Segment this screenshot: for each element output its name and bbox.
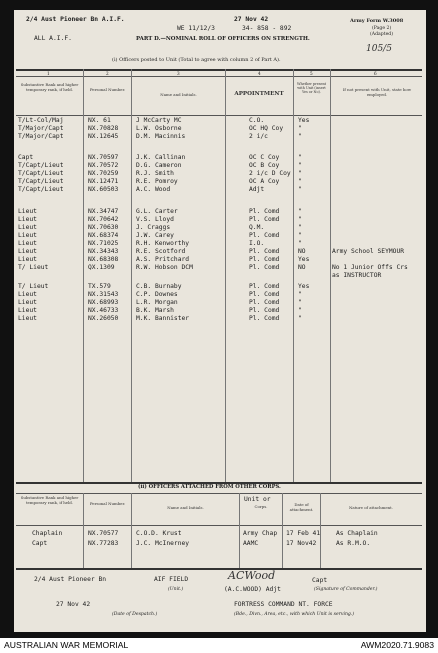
sig-aif-field: AIF FIELD	[154, 576, 189, 583]
attached-date: 17 Feb 41	[286, 530, 321, 537]
officer-rank: T/Capt/Lieut	[18, 186, 64, 193]
officer-rank: T/Capt/Lieut	[18, 170, 64, 177]
officer-name: R.W. Hobson DCM	[136, 264, 193, 271]
officer-row	[14, 299, 426, 306]
formation-caption: (Bde., Divn., Area, etc., with which Unit is serving.)	[234, 612, 355, 617]
officer-name: D.G. Cameron	[136, 162, 182, 169]
officer-appointment: I.O.	[249, 240, 265, 247]
officer-rank: T/Capt/Lieut	[18, 178, 64, 185]
col-header-appointment: APPOINTMENT	[234, 91, 284, 97]
officer-appointment: Pl. Comd	[249, 283, 280, 290]
officer-row	[14, 162, 426, 169]
officer-row	[14, 272, 426, 279]
attached-rank: Capt	[32, 540, 48, 547]
officer-name: J McCarty MC	[136, 117, 182, 124]
officer-notes: as INSTRUCTOR	[332, 272, 382, 279]
officer-appointment: Pl. Comd	[249, 307, 280, 314]
reference: WE 11/12/3	[177, 25, 215, 32]
sig-unit: 2/4 Aust Pioneer Bn	[34, 576, 107, 583]
handwritten-number: 105/5	[366, 44, 392, 54]
sig-rank: Capt	[312, 577, 328, 584]
officer-name: R.J. Smith	[136, 170, 174, 177]
despatch-caption: (Date of Despatch.)	[112, 612, 158, 617]
officer-rank: T/Capt/Lieut	[18, 162, 64, 169]
officer-name: V.S. Lloyd	[136, 216, 174, 223]
officer-number: NX.34343	[88, 248, 119, 255]
officer-appointment: Pl. Comd	[249, 315, 280, 322]
attached-name: J.C. McInerney	[136, 540, 190, 547]
officer-row	[14, 240, 426, 247]
unit-heading: 2/4 Aust Pioneer Bn A.I.F.	[26, 16, 125, 23]
officer-present: "	[298, 291, 302, 298]
officer-appointment: Pl. Comd	[249, 264, 280, 271]
officer-name: M.K. Bannister	[136, 315, 190, 322]
col-number-6: 6	[374, 71, 377, 76]
officer-row	[14, 216, 426, 223]
officer-appointment: Adjt	[249, 186, 265, 193]
officer-appointment: C.O.	[249, 117, 265, 124]
officer-row	[14, 248, 426, 255]
officer-name: R.E. Scotford	[136, 248, 186, 255]
col-number-1: 1	[47, 71, 50, 76]
attached-number: NX.70577	[88, 530, 119, 537]
table-top-rule	[16, 69, 422, 71]
section-two-title: (ii) OFFICERS ATTACHED FROM OTHER CORPS.	[138, 484, 281, 490]
signature: ACWood	[228, 569, 276, 582]
officer-present: Yes	[298, 256, 310, 263]
officer-row	[14, 208, 426, 215]
attached-number: NX.77283	[88, 540, 119, 547]
document-sheet	[14, 10, 426, 632]
section-one-title: (i) Officers posted to Unit (Total to agree with column 2 of Part A).	[112, 57, 281, 63]
officer-number: NX.70597	[88, 154, 119, 161]
officer-name: C.P. Downes	[136, 291, 178, 298]
officer-number: QX.1309	[88, 264, 115, 271]
officer-number: NX.70259	[88, 170, 119, 177]
officer-name: G.L. Carter	[136, 208, 178, 215]
part-title: PART D.—NOMINAL ROLL OF OFFICERS ON STRENGTH.	[136, 36, 310, 42]
col-number-2: 2	[106, 71, 109, 76]
officer-rank: T/ Lieut	[18, 264, 49, 271]
officer-row	[14, 117, 426, 124]
officer-rank: T/ Lieut	[18, 283, 49, 290]
officer-present: "	[298, 186, 302, 193]
col-header-notes: If not present with Unit, state how employed.	[342, 87, 412, 97]
officer-present: "	[298, 208, 302, 215]
despatch-date: 27 Nov 42	[56, 601, 91, 608]
officer-appointment: 2 i/c	[249, 133, 268, 140]
officer-present: Yes	[298, 117, 310, 124]
officer-name: J.W. Carey	[136, 232, 174, 239]
officer-row	[14, 315, 426, 322]
officer-appointment: Pl. Comd	[249, 291, 280, 298]
officer-row	[14, 291, 426, 298]
s2-header-unit: Unit or	[244, 496, 271, 503]
attached-unit: AAMC	[243, 540, 259, 547]
officer-name: J. Craggs	[136, 224, 171, 231]
officer-present: "	[298, 224, 302, 231]
officer-present: "	[298, 162, 302, 169]
s2-header-date: Date of attachment.	[289, 502, 314, 512]
officer-row	[14, 232, 426, 239]
sig-caption: (Signature of Commander.)	[314, 587, 378, 592]
officer-present: "	[298, 154, 302, 161]
officer-row	[14, 170, 426, 177]
officer-number: NX.70642	[88, 216, 119, 223]
officer-rank: Lieut	[18, 224, 37, 231]
officer-present: "	[298, 178, 302, 185]
officer-appointment: Pl. Comd	[249, 216, 280, 223]
attached-nature: As R.M.O.	[336, 540, 371, 547]
officer-name: L.R. Morgan	[136, 299, 178, 306]
s2-header-corps: Corps.	[254, 504, 268, 509]
officer-rank: Lieut	[18, 256, 37, 263]
officer-appointment: Pl. Comd	[249, 208, 280, 215]
col-header-personal: Personal Number.	[89, 87, 126, 92]
officer-present: NO	[298, 264, 306, 271]
attached-nature: As Chaplain	[336, 530, 378, 537]
col-number-4: 4	[258, 71, 261, 76]
officer-rank: Capt	[18, 154, 34, 161]
officer-appointment: OC C Coy	[249, 154, 280, 161]
officer-name: A.S. Pritchard	[136, 256, 190, 263]
officer-rank: Lieut	[18, 240, 37, 247]
attached-name: C.O.D. Krust	[136, 530, 182, 537]
officer-appointment: Pl. Comd	[249, 256, 280, 263]
officer-present: Yes	[298, 283, 310, 290]
section-two-bottom-rule	[16, 568, 422, 570]
officer-appointment: Pl. Comd	[249, 232, 280, 239]
officer-present: "	[298, 232, 302, 239]
officer-appointment: Q.M.	[249, 224, 265, 231]
sig-unit-caption: (Unit.)	[168, 587, 184, 592]
attached-rank: Chaplain	[32, 530, 63, 537]
officer-row	[14, 186, 426, 193]
officer-row	[14, 256, 426, 263]
officer-number: NX.31543	[88, 291, 119, 298]
officer-rank: T/Major/Capt	[18, 125, 64, 132]
officer-rank: Lieut	[18, 248, 37, 255]
officer-number: NX.12471	[88, 178, 119, 185]
col-header-rank: Substantive Rank and higher temporary rank, if held.	[20, 82, 79, 92]
officer-number: NX.46733	[88, 307, 119, 314]
col-number-3: 3	[177, 71, 180, 76]
officer-notes: No 1 Junior Offs Crs	[332, 264, 408, 271]
number-row-rule	[16, 76, 422, 77]
officer-name: R.H. Kenworthy	[136, 240, 190, 247]
officer-number: NX.68374	[88, 232, 119, 239]
officer-rank: Lieut	[18, 315, 37, 322]
officer-row	[14, 125, 426, 132]
attached-date: 17 Nov42	[286, 540, 317, 547]
attached-unit: Army Chap	[243, 530, 278, 537]
officer-present: "	[298, 299, 302, 306]
officer-name: C.B. Burnaby	[136, 283, 182, 290]
reference-numbers: 34- 858 - 892	[242, 25, 292, 32]
officer-rank: Lieut	[18, 299, 37, 306]
officer-number: NX.70630	[88, 224, 119, 231]
officer-appointment: Pl. Comd	[249, 248, 280, 255]
officer-number: NX.26050	[88, 315, 119, 322]
officer-number: TX.579	[88, 283, 111, 290]
officer-rank: T/Major/Capt	[18, 133, 64, 140]
officer-appointment: 2 i/c D Coy	[249, 170, 291, 177]
ali-aif: ALL A.I.F.	[34, 35, 72, 42]
officer-name: B.K. Marsh	[136, 307, 174, 314]
officer-present: "	[298, 125, 302, 132]
s2-header-personal: Personal Number.	[89, 501, 126, 506]
footer-reference: AWM2020.71.9083	[360, 640, 434, 650]
officer-rank: Lieut	[18, 208, 37, 215]
attached-row	[14, 540, 426, 547]
s2-header-rank: Substantive Rank and higher temporary rank, if held.	[20, 495, 79, 505]
footer-source: AUSTRALIAN WAR MEMORIAL	[4, 640, 129, 650]
form-title: Army Form W.3008	[350, 18, 404, 24]
officer-number: NX.68993	[88, 299, 119, 306]
heading-date: 27 Nov 42	[234, 16, 269, 23]
attached-row	[14, 530, 426, 537]
officer-row	[14, 133, 426, 140]
officer-row	[14, 283, 426, 290]
officer-number: NX. 61	[88, 117, 111, 124]
officer-present: "	[298, 133, 302, 140]
officer-name: J.K. Callinan	[136, 154, 186, 161]
officer-name: L.W. Osborne	[136, 125, 182, 132]
col-number-5: 5	[310, 71, 313, 76]
officer-number: NX.60503	[88, 186, 119, 193]
s2-header-name: Name and Initials.	[167, 505, 204, 510]
officer-name: R.E. Pomroy	[136, 178, 178, 185]
officer-notes: Army School SEYMOUR	[332, 248, 405, 255]
archive-footer	[0, 638, 438, 653]
officer-present: "	[298, 216, 302, 223]
officer-appointment: OC HQ Coy	[249, 125, 284, 132]
officer-row	[14, 178, 426, 185]
officer-present: NO	[298, 248, 306, 255]
officer-number: NX.12645	[88, 133, 119, 140]
officer-rank: Lieut	[18, 307, 37, 314]
officer-present: "	[298, 240, 302, 247]
officer-present: "	[298, 315, 302, 322]
officer-rank: Lieut	[18, 232, 37, 239]
form-adapted: (Adapted)	[370, 32, 394, 37]
officer-appointment: OC A Coy	[249, 178, 280, 185]
officer-number: NX.68308	[88, 256, 119, 263]
officer-row	[14, 224, 426, 231]
officer-row	[14, 264, 426, 271]
officer-present: "	[298, 307, 302, 314]
header-bottom-rule	[16, 115, 422, 116]
col-header-present: Whether present with Unit (insert Yes or No).	[296, 82, 327, 94]
officer-name: D.M. Macinnis	[136, 133, 186, 140]
officer-rank: T/Lt-Col/Maj	[18, 117, 64, 124]
s2-header-nature: Nature of attachment.	[349, 505, 393, 510]
officer-present: "	[298, 170, 302, 177]
officer-row	[14, 307, 426, 314]
officer-name: A.C. Wood	[136, 186, 171, 193]
officer-appointment: Pl. Comd	[249, 299, 280, 306]
section-two-header-bottom	[16, 525, 422, 526]
officer-appointment: OC B Coy	[249, 162, 280, 169]
officer-rank: Lieut	[18, 291, 37, 298]
sig-signer: (A.C.WOOD) Adjt	[224, 586, 281, 593]
officer-number: NX.70572	[88, 162, 119, 169]
officer-number: NX.34747	[88, 208, 119, 215]
col-header-name: Name and Initials.	[160, 92, 197, 97]
officer-number: NX.71025	[88, 240, 119, 247]
officer-rank: Lieut	[18, 216, 37, 223]
formation: FORTRESS COMMAND NT. FORCE	[234, 601, 333, 608]
officer-row	[14, 154, 426, 161]
form-page: (Page 2)	[372, 26, 392, 31]
officer-number: NX.70828	[88, 125, 119, 132]
section-two-header-top	[16, 493, 422, 494]
